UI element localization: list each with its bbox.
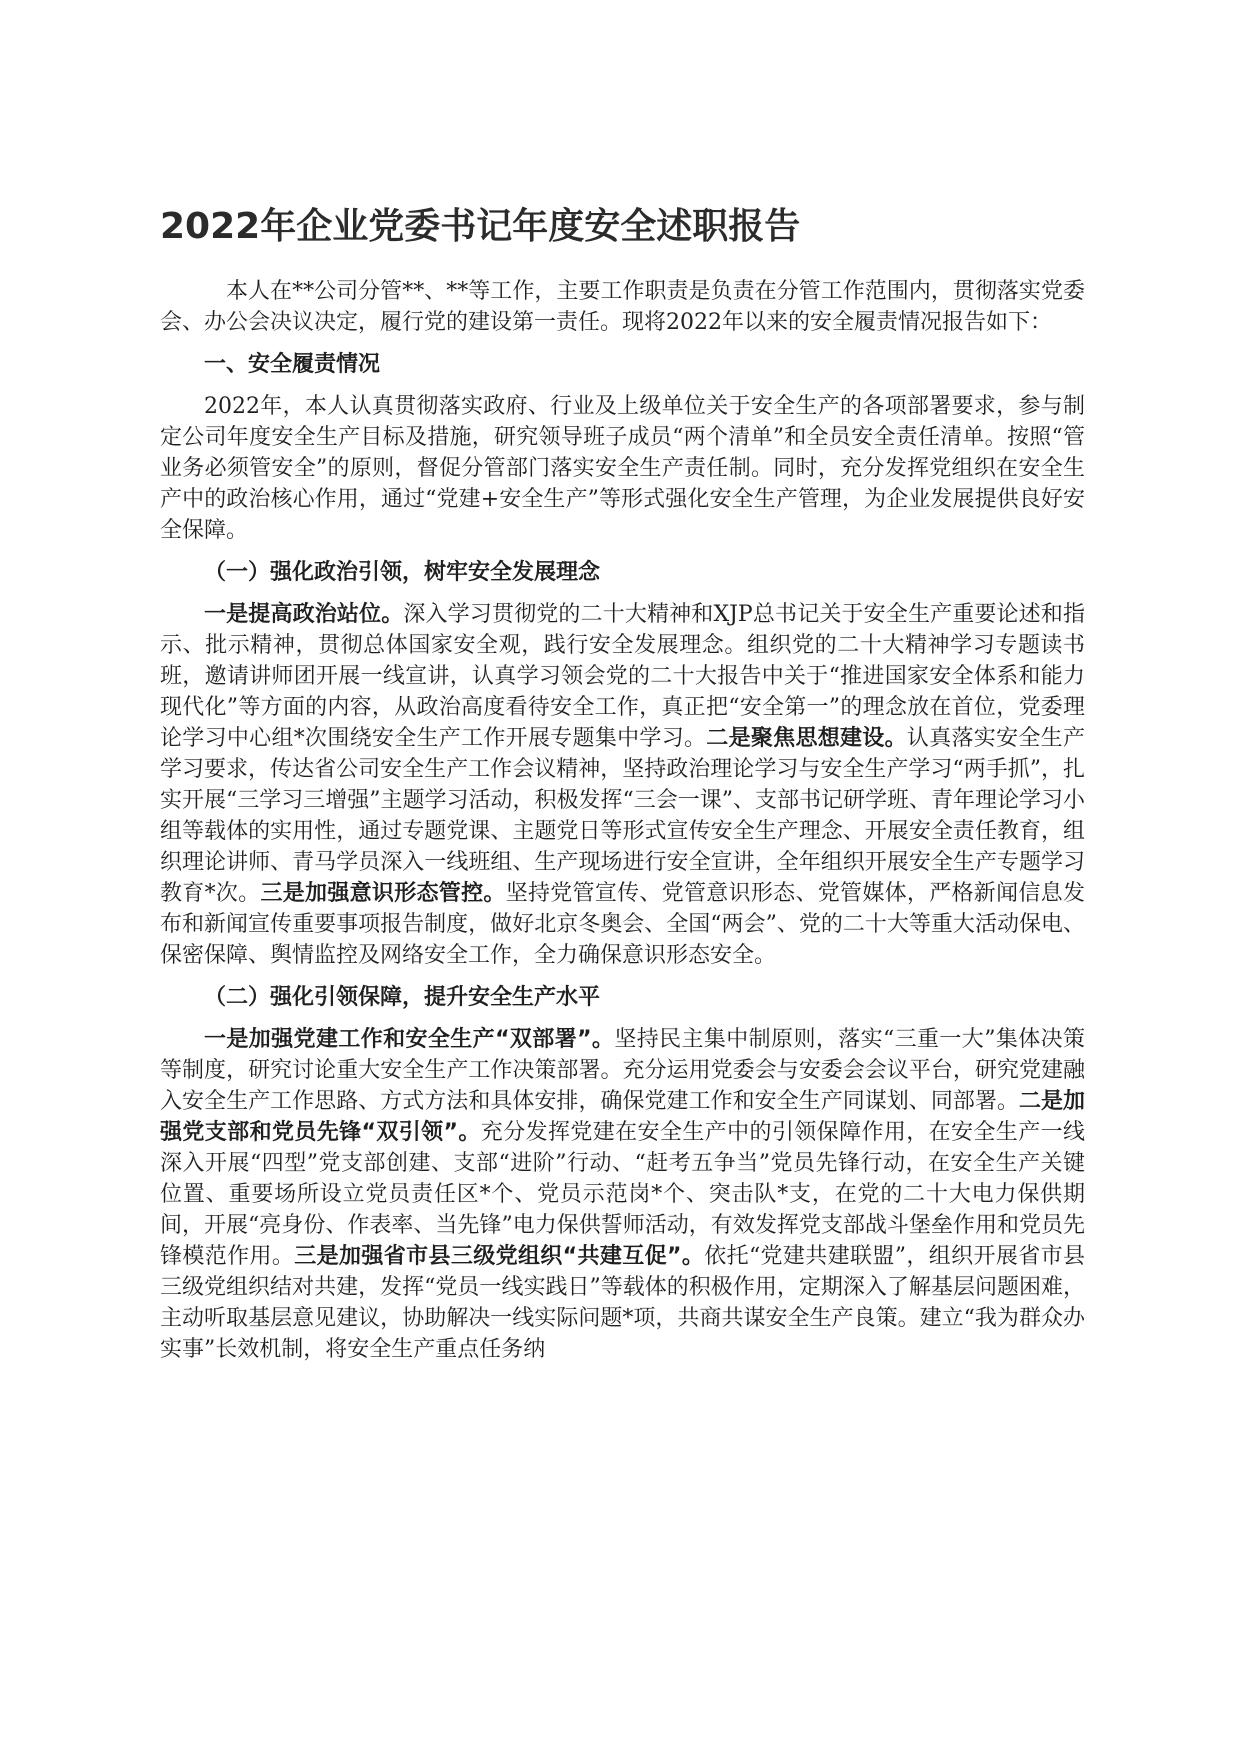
document-title: 2022年企业党委书记年度安全述职报告 [160,206,801,247]
lead-phrase: 一是加强党建工作和安全生产“双部署”。 [204,1027,615,1052]
lead-phrase: 三是加强省市县三级党组织“共建互促”。 [294,1244,705,1269]
body-text: 深入学习贯彻党的二十大精神和XJP总书记关于安全生产重要论述和指示、批示精神，贯彻总体国家安全观，践行安全发展理念。组织党的二十大精神学习专题读书班，邀请讲师团开展一线宣讲，认真学习领会党的二十大报告中关于“推进国家安全体系和能力现代化”等方面的内容，从政治高度看待安全工作，真正把“安全第一”的理念放在首位，党委理论学习中心组*次围绕安全生产工作开展专题集中学习。 [160,602,1085,751]
body-text: 坚持党管宣传、党管意识形态、党管媒体，严格新闻信息发布和新闻宣传重要事项报告制度，做好北京冬奥会、全国“两会”、党的二十大等重大活动保电、保密保障、舆情监控及网络安全工作，全力确保意识形态安全。 [160,881,1085,968]
subsection-heading-2: （二）强化引领保障，提升安全生产水平 [204,985,601,1010]
lead-phrase: 三是加强意识形态管控。 [260,881,506,906]
lead-phrase: 二是聚焦思想建设。 [706,726,907,751]
body-text: 依托“党建共建联盟”，组织开展省市县三级党组织结对共建，发挥“党员一线实践日”等载体的积极作用，定期深入了解基层问题困难，主动听取基层意见建议，协助解决一线实际问题*项，共商共谋安全生产良策。建立“我为群众办实事”长效机制，将安全生产重点任务纳 [160,1244,1085,1362]
intro-paragraph: 本人在**公司分管**、**等工作，主要工作职责是负责在分管工作范围内，贯彻落实党委会、办公会决议决定，履行党的建设第一责任。现将2022年以来的安全履责情况报告如下： [160,279,1085,335]
lead-phrase: 一是提高政治站位。 [204,602,404,627]
subsection-heading-1: （一）强化政治引领，树牢安全发展理念 [204,560,601,585]
body-text: 坚持民主集中制原则，落实“三重一大”集体决策等制度，研究讨论重大安全生产工作决策部署。充分运用党委会与安委会会议平台，研究党建融入安全生产工作思路、方式方法和具体安排，确保党建工作和安全生产同谋划、同部署。 [160,1027,1086,1114]
body-text: 认真落实安全生产学习要求，传达省公司安全生产工作会议精神，坚持政治理论学习与安全生产学习“两手抓”，扎实开展“三学习三增强”主题学习活动，积极发挥“三会一课”、支部书记研学班、青年理论学习小组等载体的实用性，通过专题党课、主题党日等形式宣传安全生产理念、开展安全责任教育，组织理论讲师、青马学员深入一线班组、生产现场进行安全宣讲，全年组织开展安全生产专题学习教育*次。 [160,726,1085,906]
section-heading-1: 一、安全履责情况 [204,352,381,377]
lead-phrase: 二是加强党支部和党员先锋“双引领”。 [160,1089,1085,1145]
subsection1-body [160,599,1085,971]
section1-summary: 2022年，本人认真贯彻落实政府、行业及上级单位关于安全生产的各项部署要求，参与制定公司年度安全生产目标及措施，研究领导班子成员“两个清单”和全员安全责任清单。按照“管业务必须管安全”的原则，督促分管部门落实安全生产责任制。同时，充分发挥党组织在安全生产中的政治核心作用，通过“党建+安全生产”等形式强化安全生产管理，为企业发展提供良好安全保障。 [160,394,1085,543]
body-text: 充分发挥党建在安全生产中的引领保障作用，在安全生产一线深入开展“四型”党支部创建、支部“进阶”行动、“赶考五争当”党员先锋行动，在安全生产关键位置、重要场所设立党员责任区*个、党员示范岗*个、突击队*支，在党的二十大电力保供期间，开展“亮身份、作表率、当先锋”电力保供誓师活动，有效发挥党支部战斗堡垒作用和党员先锋模范作用。 [160,1120,1085,1269]
document-page [160,200,1085,1365]
subsection2-body [160,1024,1085,1365]
